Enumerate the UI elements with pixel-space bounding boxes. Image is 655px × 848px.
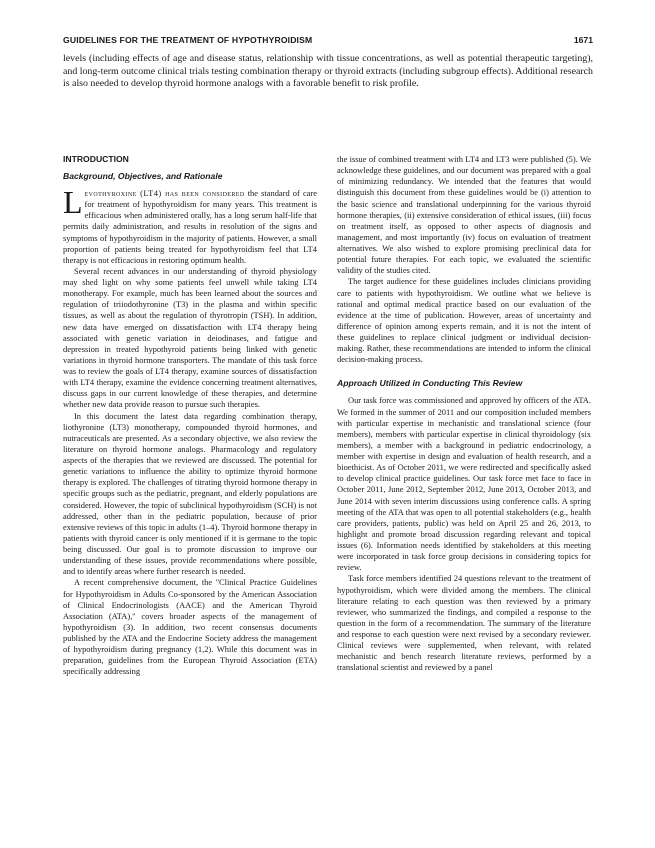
intro-paragraph-2: Several recent advances in our understanding of thyroid physiology may shed light on why some patients feel unwell while taking LT4 monotherapy. For example, much has been learned about the sources and regulation of triiodothyronine (T3) in the plasma and within specific tissues, as well as about the regulation of thyrotropin (TSH). In addition, new data have emerged on dissatisfaction with LT4 therapy being associated with genetic variation in deiodinases, and fatigue and depression in treated hypothyroid patients being linked with genetic variations in thyroid hormone transporters. The mandate of this task force was to review the goals of LT4 therapy, examine sources of dissatisfaction with LT4 therapy, examine the evidence concerning treatment alternatives, discuss gaps in our current knowledge of these therapies, and determine whether new data provide reason to pursue such therapies. (63, 265, 317, 410)
running-title: GUIDELINES FOR THE TREATMENT OF HYPOTHYROIDISM (63, 35, 313, 45)
left-column (63, 154, 317, 678)
approach-paragraph-2: Task force members identified 24 questions relevant to the treatment of hypothyroidism, which were divided among the members. The clinical literature relating to each question was then reviewed by a primary reviewer, who summarized the findings, and compiled a response to the question in the form of a recommendation. The summary of the literature and response to each question were next revised by a secondary reviewer. Clinical reviews were supplemented, when relevant, with related mechanistic and bench research literature reviews, performed by a translational scientist and reviewed by a panel (337, 573, 591, 673)
lead-in-small-caps: evothyroxine (LT4) has been considered (84, 188, 245, 198)
right-column (337, 154, 591, 674)
approach-paragraph-1: Our task force was commissioned and approved by officers of the ATA. We formed in the summer of 2011 and our composition included members with particular expertise in mechanistic and translational science (four members), members with particular expertise in clinical thyroidology (six members), a member with a background in pediatric endocrinology, a member with expertise in design and evaluation of health research, and a bioethicist. As of October 2011, we were redirected and specifically asked to develop clinical practice guidelines. Our task force met face to face in October 2011, June 2012, September 2012, June 2013, October 2013, and June 2014 with seven interim discussions using conference calls. A spring meeting of the ATA that was open to all potential stakeholders (e.g., health care providers, patients, public) was held on April 25 and 26, 2013, to highlight and promote broad discussion regarding relevant and topical issues (6). Information needs identified by stakeholders at this meeting were incorporated in task force group decisions in considering topics for review. (337, 395, 591, 573)
subsection-heading-background: Background, Objectives, and Rationale (63, 171, 223, 181)
intro-paragraph-5: The target audience for these guidelines includes clinicians providing care to patients with hypothyroidism. We outline what we believe is rational and optimal medical practice based on our evaluation of the evidence at the time of publication. However, areas of uncertainty and difference of opinion among experts remain, and it is not the intent of these guidelines to replace clinical judgment or individual decision-making. Rather, these recommendations are intended to inform the clinical decision-making process. (337, 276, 591, 365)
drop-cap: L (63, 184, 83, 220)
intro-paragraph-3: In this document the latest data regarding combination therapy, liothyronine (LT3) monotherapy, compounded thyroid hormones, and nutraceuticals are presented. As a secondary objective, we also review the literature on thyroid hormone analogs. Pharmacology and regulatory aspects of the therapies that we reviewed are discussed. The potential for genetic variations to influence the ability to optimize thyroid hormone therapy is explored. The challenges of titrating thyroid hormone therapy in specific groups such as the pediatric, pregnant, and elderly populations are considered. However, the topic of subclinical hypothyroidism (SCH) is not addressed, other than in the pediatric population, because of prior extensive reviews of this topic in adults (1–4). Thyroid hormone therapy in patients with thyroid cancer is only mentioned if it is germane to the topic being discussed. Our goal is to promote discussion to improve our understanding of these issues, provide recommendations where possible, and to identify areas where further research is needed. (63, 410, 317, 577)
intro-paragraph-4-continued: the issue of combined treatment with LT4 and LT3 were published (5). We acknowledge these guidelines, and our document was prepared with a goal of minimizing redundancy. We intended that the features that would distinguish this document from these guidelines would be (i) attention to the basic science and translational underpinning for the various thyroid hormone therapies, (ii) extensive consideration of ethical issues, (iii) focus on treatment itself, as opposed to other aspects of diagnosis and management, and most importantly (iv) focus on evaluation of treatment alternatives. We also wished to explore promising preclinical data for potential future therapies. For each topic, we evaluated the scientific validity of the studies cited. (337, 154, 591, 276)
page-number: 1671 (573, 35, 593, 45)
section-heading-introduction: INTRODUCTION (63, 154, 129, 164)
running-header (63, 34, 593, 48)
paragraph-text: the standard of care for treatment of hypothyroidism for many years. This treatment is efficacious when administered orally, has a long serum half-life that permits daily administration, and results in resolution of the signs and symptoms of hypothyroidism in the majority of patients. However, a small proportion of patients being treated for hypothyroidism feel that LT4 therapy is not efficacious in restoring optimum health. (63, 188, 317, 265)
intro-paragraph-4: A recent comprehensive document, the ''Clinical Practice Guidelines for Hypothyroidism in Adults Co-sponsored by the American Association of Clinical Endocrinologists (AACE) and the American Thyroid Association (ATA),'' covers broader aspects of the management of hypothyroidism (3). In addition, two recent consensus documents published by the ATA and the Endocrine Society address the management of hypothyroidism during pregnancy (1,2). While this document was in preparation, guidelines from the European Thyroid Association (ETA) specifically addressing (63, 577, 317, 677)
subsection-heading-approach: Approach Utilized in Conducting This Review (337, 378, 523, 389)
abstract-continuation: levels (including effects of age and disease status, relationship with tissue concentrations, as well as potential therapeutic targeting), and long-term outcome clinical trials testing combination therapy or thyroid extracts (including subgroup effects). Additional research is also needed to develop thyroid hormone analogs with a favorable benefit to risk profile. (63, 53, 593, 89)
intro-paragraph-1 (63, 184, 317, 266)
section-spacer (337, 365, 591, 378)
